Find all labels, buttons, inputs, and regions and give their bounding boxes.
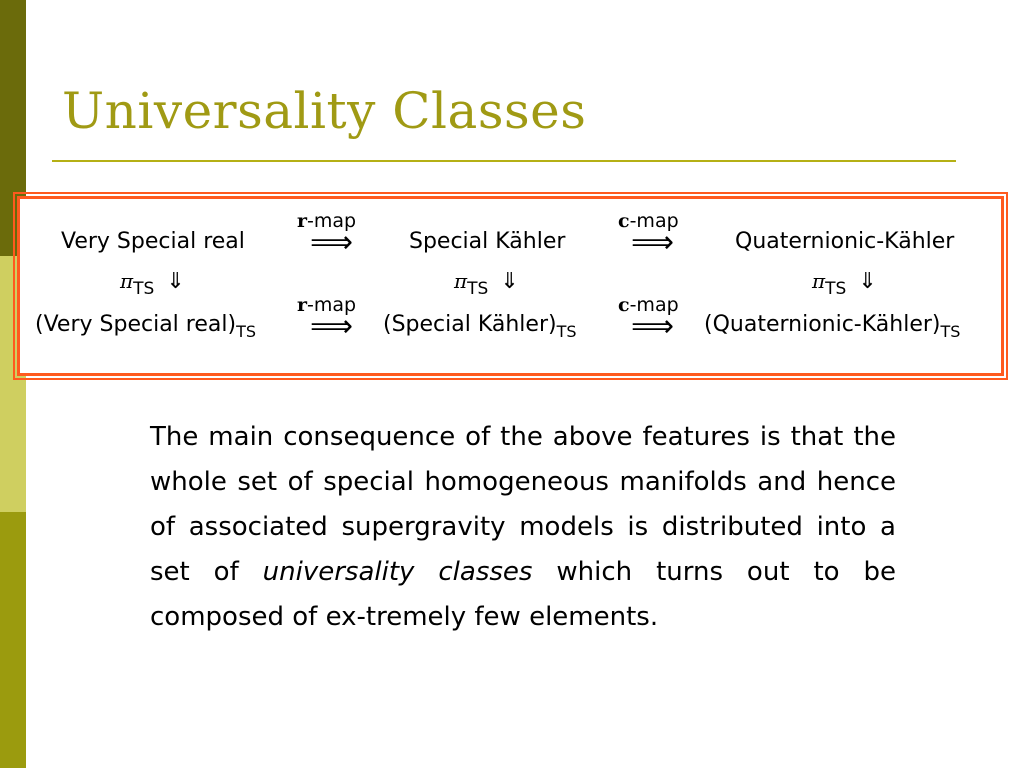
node-special-kahler-ts [383,312,577,341]
map-suffix: -map [629,294,679,316]
map-suffix: -map [629,210,679,232]
implies-arrow-c-bottom: ⟹ [631,309,675,344]
ts-subscript: TS [825,279,847,299]
pi-symbol: π [454,269,468,293]
title-underline [52,160,956,162]
node-quaternionic-kahler: Quaternionic-Kähler [735,229,955,254]
r-letter: r [297,294,308,316]
c-letter: c [618,210,630,232]
ts-subscript: TS [236,322,256,341]
projection-2 [454,269,519,299]
implies-arrow-r-bottom: ⟹ [310,309,354,344]
node-very-special-real: Very Special real [61,229,245,254]
ts-subscript: TS [133,279,155,299]
ts-subscript: TS [467,279,489,299]
projection-3 [812,269,877,299]
node-text: (Special Kähler) [383,312,557,337]
map-suffix: -map [307,210,357,232]
down-arrow: ⇓ [166,269,185,294]
down-arrow: ⇓ [858,269,877,294]
implies-arrow-c-top: ⟹ [631,225,675,260]
node-very-special-real-ts [35,312,256,341]
diagram-box [17,196,1004,376]
node-special-kahler: Special Kähler [409,229,566,254]
bar-segment-mid [0,512,26,768]
pi-symbol: π [812,269,826,293]
map-suffix: -map [307,294,357,316]
node-quaternionic-kahler-ts [704,312,960,341]
slide-title: Universality Classes [62,82,587,140]
ts-subscript: TS [940,322,961,341]
node-text: (Very Special real) [35,312,237,337]
c-letter: c [618,294,630,316]
body-text-emphasis: universality classes [262,557,533,587]
r-letter: r [297,210,308,232]
implies-arrow-r-top: ⟹ [310,225,354,260]
pi-symbol: π [120,269,134,293]
left-decorative-bar [0,0,26,768]
body-text-part1: The main consequence of the above features is that the whole set of special homogeneous manifolds and hence of associated supergravity models is distributed into a set of [150,422,896,587]
ts-subscript: TS [556,322,577,341]
down-arrow: ⇓ [500,269,519,294]
node-text: (Quaternionic-Kähler) [704,312,941,337]
body-paragraph [150,415,896,640]
body-text-part2: which turns out to be composed of ex-tremely few elements. [150,557,896,632]
projection-1 [120,269,185,299]
